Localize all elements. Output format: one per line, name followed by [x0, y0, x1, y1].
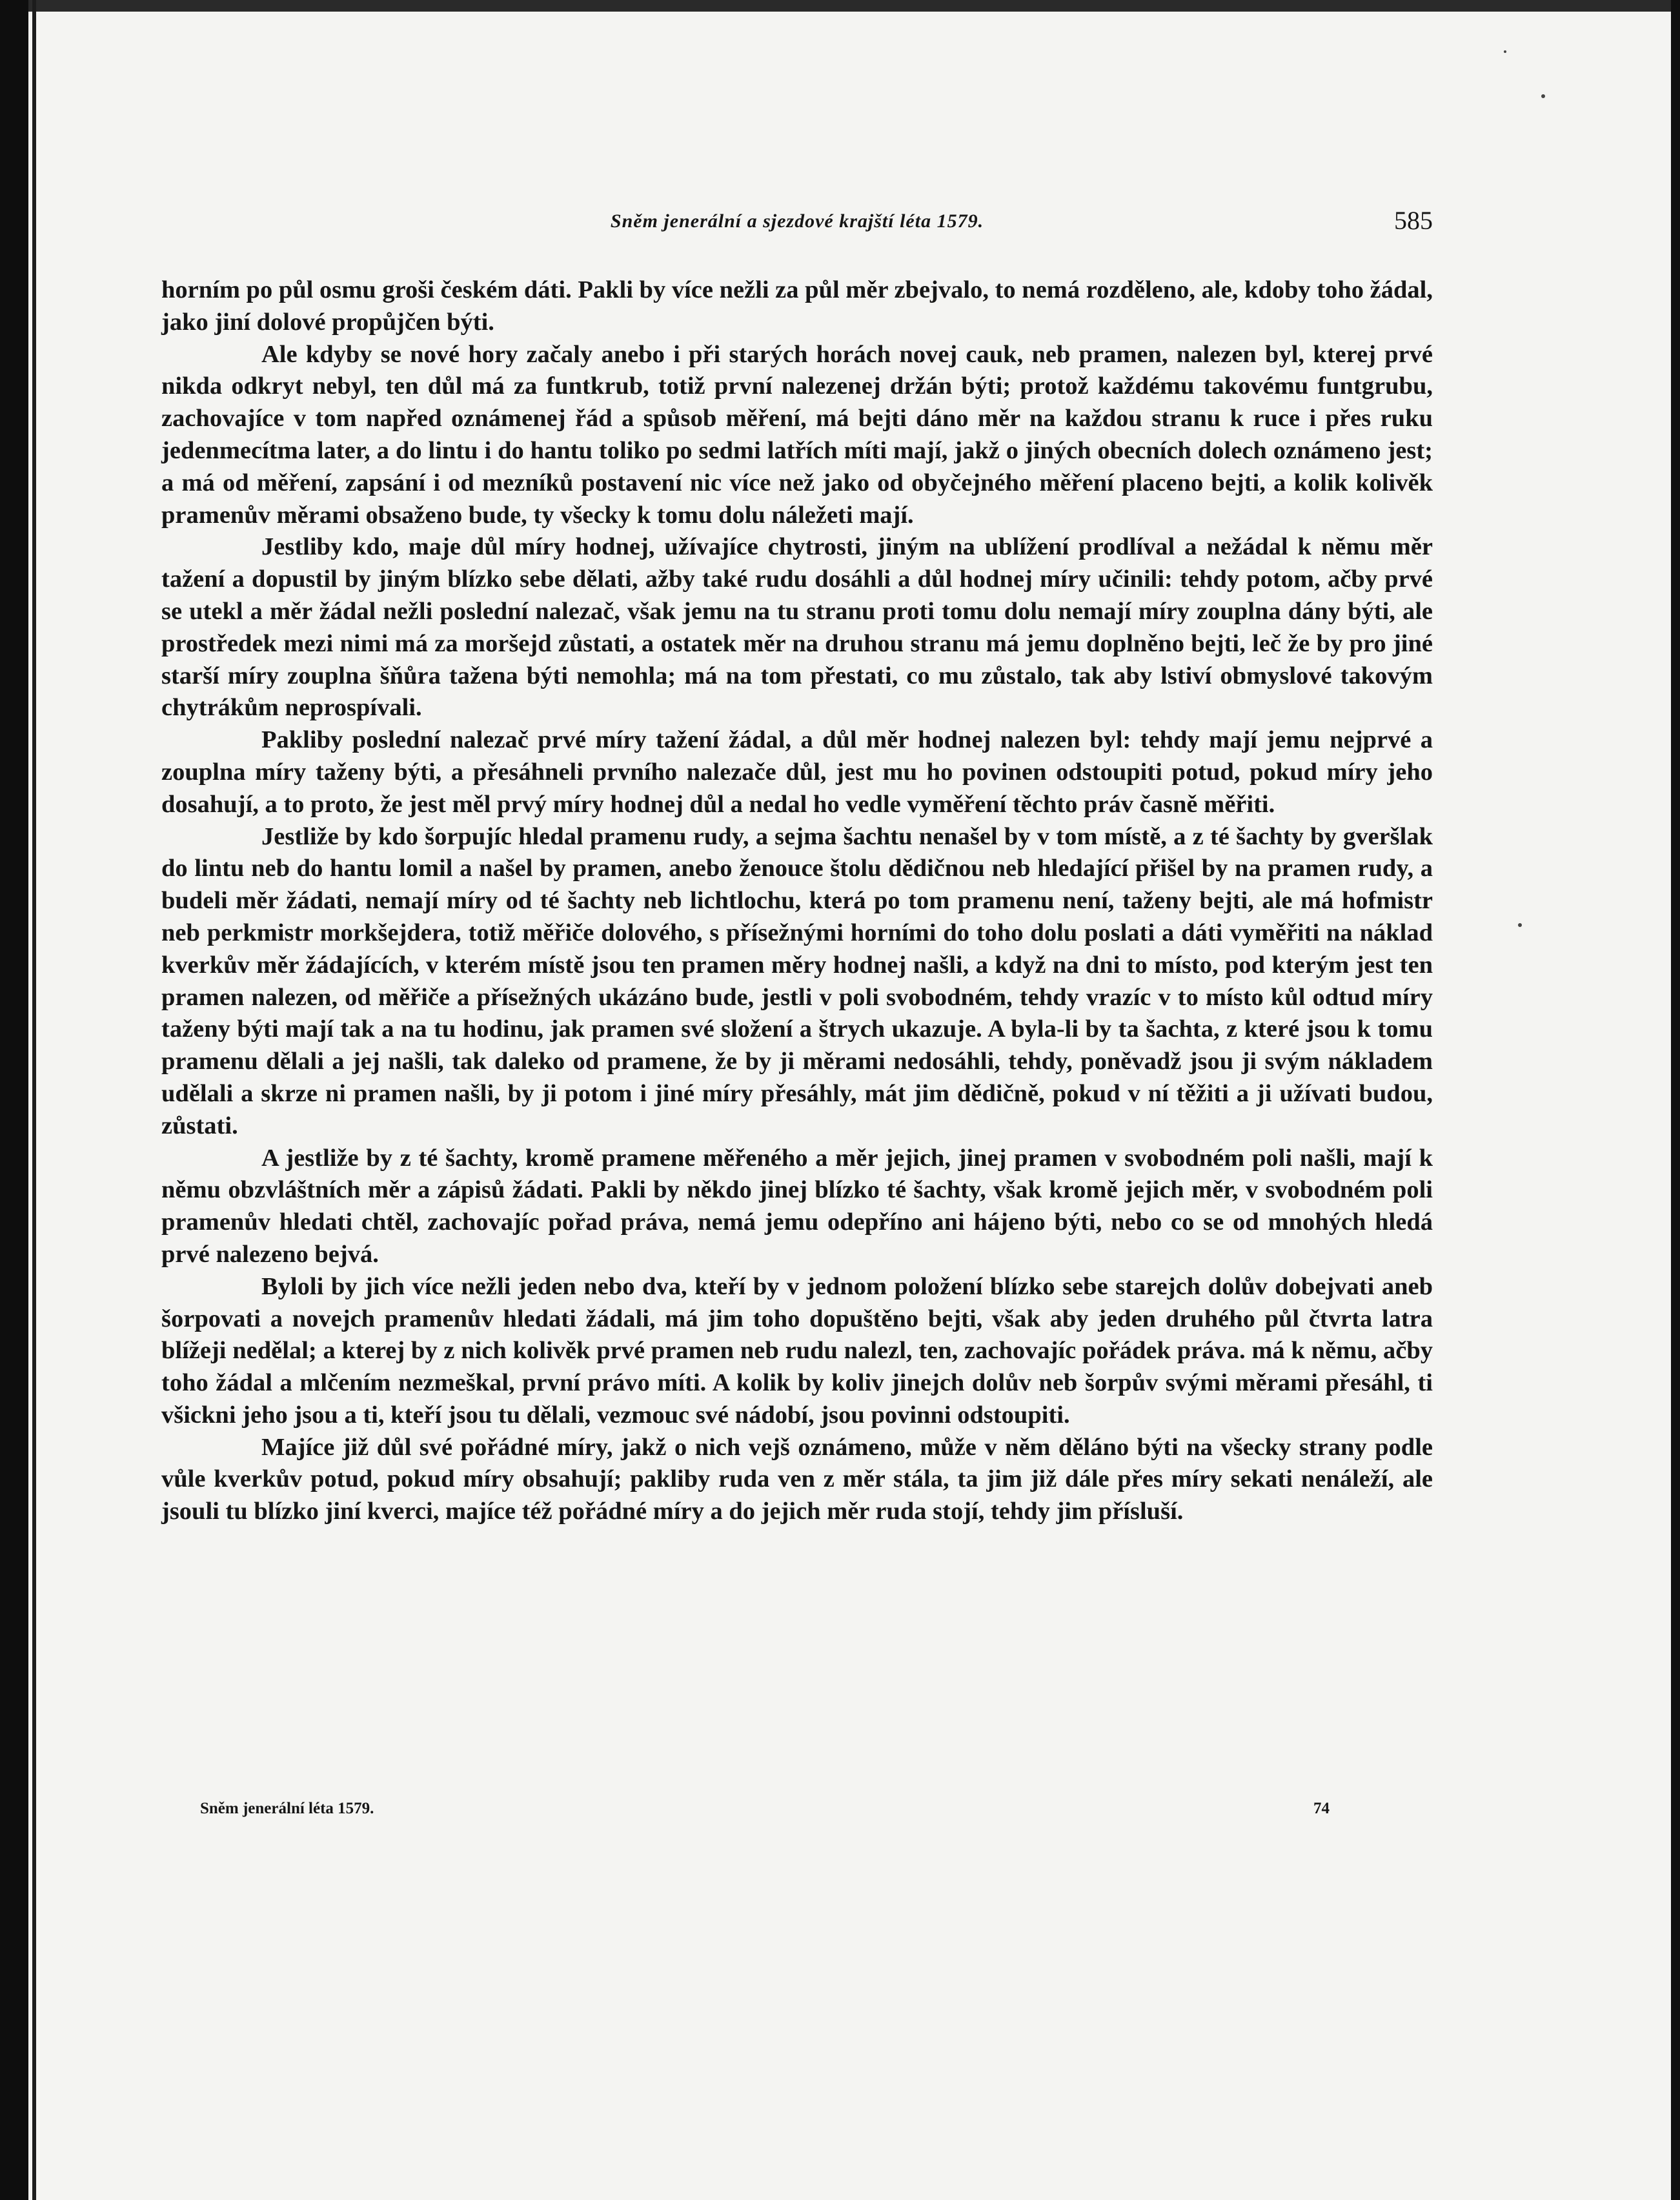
running-head — [161, 205, 1433, 244]
footer-signature: Sněm jenerální léta 1579. — [200, 1800, 374, 1817]
paragraph: Byloli by jich více nežli jeden nebo dva, kteří by v jednom položení blízko sebe starejch dolův dobejvati aneb šorpovati a novejch pramenův hledati žádali, má jim toho dopuštěno bejti, však aby jeden druhého půl čtvrta latra blížeji nedělal; a kterej by z nich kolivěk prvé pramen neb rudu nalezl, ten, zachovajíc pořádek práva. má k němu, ačby toho žádal a mlčením nezmeškal, první právo míti. A kolik by koliv jinejch dolův neb šorpův svými měrami přesáhl, ti všickni jeho jsou a ti, kteří jsou tu dělali, vezmouc své nádobí, jsou povinni odstoupiti. — [161, 1272, 1433, 1429]
scan-left-border — [0, 0, 28, 2200]
scan-speck — [1518, 923, 1522, 927]
body-text — [161, 274, 1433, 1528]
scan-left-border-line — [32, 0, 36, 2200]
page-number: 585 — [1394, 206, 1433, 235]
paragraph: Ale kdyby se nové hory začaly anebo i při starých horách novej cauk, neb pramen, nalezen byl, kterej prvé nikda odkryt nebyl, ten důl má za funtkrub, totiž první nalezenej držán býti; protož každému takovému funtgrubu, zachovajíce v tom napřed oznámenej řád a spůsob měření, má bejti dáno měr na každou stranu k ruce i přes ruku jedenmecítma later, a do lintu i do hantu toliko po sedmi latřích míti mají, jakž o jiných obecních dolech oznámeno jest; a má od měření, zapsání i od mezníků postavení nic více než jako od obyčejného měření placeno bejti, a kolik kolivěk pramenův měrami obsaženo bude, ty všecky k tomu dolu náležeti mají. — [161, 340, 1433, 529]
scan-speck — [1504, 50, 1506, 53]
paragraph: A jestliže by z té šachty, kromě pramene měřeného a měr jejich, jinej pramen v svobodném poli našli, mají k němu obzvláštních měr a zápisů žádati. Pakli by někdo jinej blízko té šachty, však kromě jejich měr, v svobodném poli pramenův hledati chtěl, zachovajíc pořad práva, nemá jemu odepříno ani hájeno býti, nebo co se od mnohých hledá prvé nalezeno bejvá. — [161, 1144, 1433, 1268]
paragraph: horním po půl osmu groši českém dáti. Pakli by více nežli za půl měr zbejvalo, to nemá rozděleno, ale, kdoby toho žádal, jako jiní dolové propůjčen býti. — [161, 276, 1433, 336]
scan-right-border — [1671, 0, 1680, 2200]
paragraph: Jestliby kdo, maje důl míry hodnej, užívajíce chytrosti, jiným na ublížení prodlíval a nežádal k němu měr tažení a dopustil by jiným blízko sebe dělati, ažby také rudu dosáhli a důl hodnej míry učinili: tehdy potom, ačby prvé se utekl a měr žádal nežli poslední nalezač, však jemu na tu stranu proti tomu dolu nemají míry zouplna dány býti, ale prostředek mezi nimi má za moršejd zůstati, a ostatek měr na druhou stranu má jemu doplněno bejti, leč že by pro jiné starší míry zouplna šňůra tažena býti nemohla; má na tom přestati, co mu zůstalo, tak aby lstiví obmyslové takovým chytrákům neprospívali. — [161, 533, 1433, 722]
scan-top-edge — [0, 0, 1680, 12]
scan-speck — [1541, 94, 1545, 98]
page-footer — [200, 1800, 1330, 1826]
paragraph: Majíce již důl své pořádné míry, jakž o nich vejš oznámeno, může v něm děláno býti na všecky strany podle vůle kverkův potud, pokud míry obsahují; pakliby ruda ven z měr stála, ta jim již dále přes míry sekati nenáleží, ale jsouli tu blízko jiní kverci, majíce též pořádné míry a do jejich měr ruda stojí, tehdy jim přísluší. — [161, 1433, 1433, 1525]
paragraph: Pakliby poslední nalezač prvé míry tažení žádal, a důl měr hodnej nalezen byl: tehdy mají jemu nejprvé a zouplna míry taženy býti, a přesáhneli prvního nalezače důl, jest mu ho povinen odstoupiti potud, pokud míry jeho dosahují, a to proto, že jest měl prvý míry hodnej důl a nedal ho vedle vyměření těchto práv časně měřiti. — [161, 726, 1433, 818]
paragraph: Jestliže by kdo šorpujíc hledal pramenu rudy, a sejma šachtu nenašel by v tom místě, a z té šachty by gveršlak do lintu neb do hantu lomil a našel by pramen, anebo ženouce štolu dědičnou neb hledající přišel by na pramen rudy, a budeli měr žádati, nemají míry od té šachty neb lichtlochu, která po tom pramenu není, taženy bejti, ale má hofmistr neb perkmistr morkšejdera, totiž měřiče dolového, s přísežnými horními do toho dolu poslati a dáti vyměřiti na náklad kverkův měr žádajících, v kterém místě jsou ten pramen měry hodnej našli, a když na dni to místo, pod kterým jest ten pramen nalezen, od měřiče a přísežných ukázáno bude, jestli v poli svobodném, tehdy vrazíc v to místo kůl odtud míry taženy býti mají tak a na tu hodinu, jak pramen své složení a štrych ukazuje. A byla-li by ta šachta, z které jsou k tomu pramenu dělali a jej našli, tak daleko od pramene, že by ji měrami nedosáhli, tehdy, poněvadž jsou ji svým nákladem udělali a skrze ni pramen našli, by ji potom i jiné míry přesáhly, mát jim dědičně, pokud v ní těžiti a ji užívati budou, zůstati. — [161, 822, 1433, 1139]
running-title: Sněm jenerální a sjezdové krajští léta 1579. — [610, 210, 984, 232]
footer-sheet-number: 74 — [1313, 1800, 1330, 1817]
